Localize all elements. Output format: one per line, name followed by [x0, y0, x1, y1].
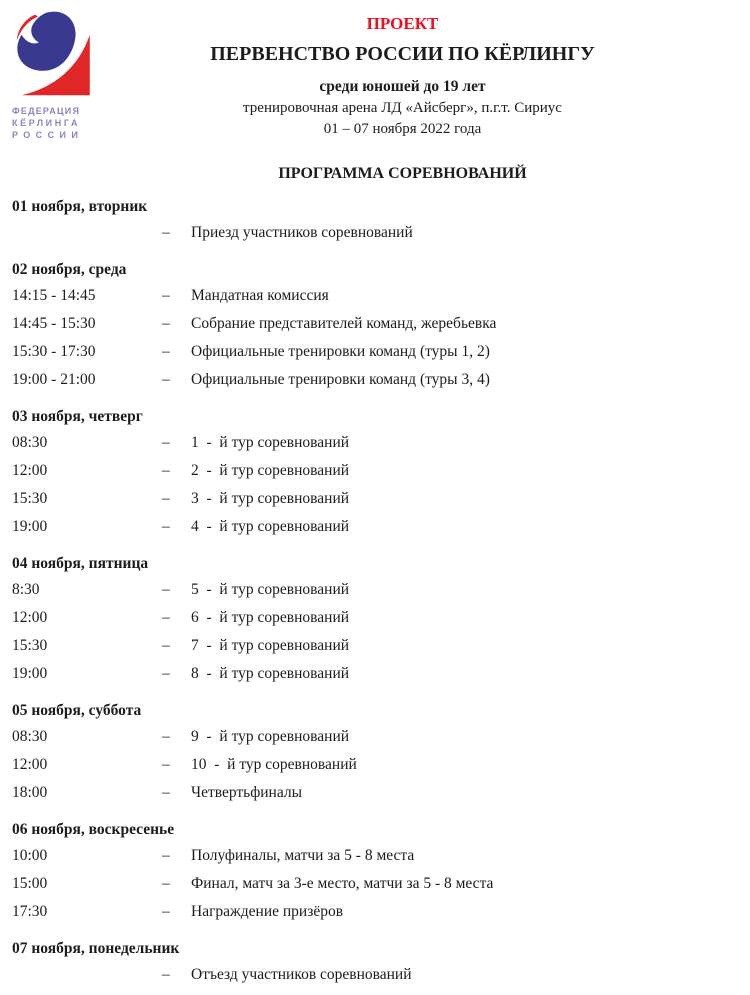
logo-caption-line3: РОССИИ: [12, 130, 84, 140]
row-event: Мандатная комиссия: [191, 287, 329, 304]
row-event: 9 - й тур соревнований: [191, 728, 350, 745]
row-time: 15:30: [12, 637, 48, 654]
day-title: 06 ноября, воскресенье: [12, 821, 175, 838]
row-dash: –: [162, 966, 170, 983]
row-event: 2 - й тур соревнований: [191, 462, 350, 479]
row-event: Четвертьфиналы: [191, 784, 303, 801]
row-time: 19:00: [12, 665, 48, 682]
schedule-row: [12, 779, 736, 807]
row-time: 10:00: [12, 847, 48, 864]
row-time: 12:00: [12, 756, 48, 773]
row-time: 14:15 - 14:45: [12, 287, 96, 304]
row-dash: –: [162, 434, 170, 451]
row-dash: –: [162, 371, 170, 388]
schedule-row: [12, 723, 736, 751]
day-title: 07 ноября, понедельник: [12, 940, 180, 957]
row-dash: –: [162, 609, 170, 626]
row-dash: –: [162, 903, 170, 920]
row-dash: –: [162, 490, 170, 507]
schedule-row: [12, 632, 736, 660]
row-event: 10 - й тур соревнований: [191, 756, 357, 773]
day-title: 03 ноября, четверг: [12, 408, 143, 425]
row-time: 15:00: [12, 875, 48, 892]
logo-caption-line2: КЁРЛИНГА: [12, 118, 81, 128]
schedule-row: [12, 660, 736, 688]
schedule: [0, 194, 750, 989]
federation-logo-caption: [12, 105, 114, 141]
row-event: 5 - й тур соревнований: [191, 581, 350, 598]
row-dash: –: [162, 343, 170, 360]
row-dash: –: [162, 224, 170, 241]
row-dash: –: [162, 784, 170, 801]
row-event: Отъезд участников соревнований: [191, 966, 412, 983]
row-time: [12, 219, 162, 247]
row-event: 4 - й тур соревнований: [191, 518, 350, 535]
row-event: 3 - й тур соревнований: [191, 490, 350, 507]
row-time: 19:00: [12, 518, 48, 535]
schedule-row: [12, 576, 736, 604]
schedule-day: [12, 551, 736, 688]
row-dash: –: [162, 728, 170, 745]
schedule-row: [12, 282, 736, 310]
row-event: Собрание представителей команд, жеребьевка: [191, 315, 497, 332]
schedule-row: [12, 310, 736, 338]
row-dash: –: [162, 462, 170, 479]
row-time: 14:45 - 15:30: [12, 315, 96, 332]
schedule-day: [12, 194, 736, 247]
row-time: 18:00: [12, 784, 48, 801]
row-event: Приезд участников соревнований: [191, 224, 413, 241]
schedule-row: [12, 429, 736, 457]
venue-line: тренировочная арена ЛД «Айсберг», п.г.т. Сириус: [243, 100, 562, 116]
document-header: [55, 0, 750, 184]
schedule-row: [12, 485, 736, 513]
schedule-row: [12, 604, 736, 632]
schedule-row: [12, 898, 736, 926]
day-title: 04 ноября, пятница: [12, 555, 149, 572]
schedule-row: [12, 338, 736, 366]
row-dash: –: [162, 315, 170, 332]
row-time: 12:00: [12, 609, 48, 626]
day-title: 05 ноября, суббота: [12, 702, 142, 719]
day-title: 01 ноября, вторник: [12, 198, 148, 215]
schedule-day: [12, 257, 736, 394]
row-dash: –: [162, 581, 170, 598]
row-time: 12:00: [12, 462, 48, 479]
row-time: 08:30: [12, 434, 48, 451]
row-event: Официальные тренировки команд (туры 1, 2): [191, 343, 490, 360]
row-event: Награждение призёров: [191, 903, 344, 920]
schedule-day: [12, 698, 736, 807]
row-dash: –: [162, 637, 170, 654]
row-time: 19:00 - 21:00: [12, 371, 96, 388]
row-time: 17:30: [12, 903, 48, 920]
row-dash: –: [162, 875, 170, 892]
row-dash: –: [162, 518, 170, 535]
schedule-row: [12, 366, 736, 394]
schedule-row: [12, 457, 736, 485]
schedule-row: [12, 870, 736, 898]
federation-logo: [12, 8, 114, 141]
row-dash: –: [162, 756, 170, 773]
program-title: ПРОГРАММА СОРЕВНОВАНИЙ: [278, 165, 527, 182]
row-dash: –: [162, 665, 170, 682]
dates-line: 01 – 07 ноября 2022 года: [323, 121, 482, 137]
schedule-row: [12, 961, 736, 989]
curling-federation-logo-icon: [12, 8, 108, 98]
row-time: 8:30: [12, 581, 40, 598]
row-event: 1 - й тур соревнований: [191, 434, 350, 451]
logo-caption-line1: ФЕДЕРАЦИЯ: [12, 106, 81, 116]
draft-label: ПРОЕКТ: [366, 14, 439, 33]
row-time: 15:30: [12, 490, 48, 507]
schedule-day: [12, 936, 736, 989]
schedule-row: [12, 751, 736, 779]
schedule-row: [12, 513, 736, 541]
schedule-row: [12, 842, 736, 870]
row-event: Полуфиналы, матчи за 5 - 8 места: [191, 847, 415, 864]
row-time: 15:30 - 17:30: [12, 343, 96, 360]
row-event: Финал, матч за 3-е место, матчи за 5 - 8 места: [191, 875, 494, 892]
row-time: 08:30: [12, 728, 48, 745]
row-event: Официальные тренировки команд (туры 3, 4): [191, 371, 490, 388]
document-subtitle: среди юношей до 19 лет: [319, 78, 486, 95]
document-title: ПЕРВЕНСТВО РОССИИ ПО КЁРЛИНГУ: [210, 43, 595, 65]
row-event: 8 - й тур соревнований: [191, 665, 350, 682]
day-title: 02 ноября, среда: [12, 261, 127, 278]
row-dash: –: [162, 847, 170, 864]
schedule-day: [12, 404, 736, 541]
row-dash: –: [162, 287, 170, 304]
row-event: 7 - й тур соревнований: [191, 637, 350, 654]
schedule-row: [12, 219, 736, 247]
schedule-day: [12, 817, 736, 926]
row-time: [12, 961, 162, 989]
row-event: 6 - й тур соревнований: [191, 609, 350, 626]
